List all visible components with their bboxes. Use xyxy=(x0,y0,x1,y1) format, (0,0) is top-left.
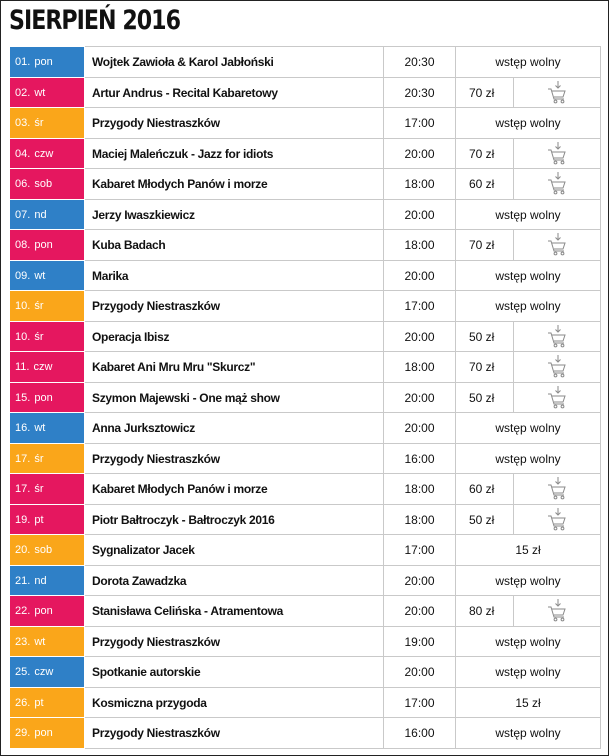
event-time: 17:00 xyxy=(384,108,456,139)
shopping-cart-icon[interactable] xyxy=(547,385,567,412)
table-row xyxy=(10,474,601,505)
table-row xyxy=(10,108,601,139)
day-number: 17. xyxy=(15,452,31,465)
day-cell xyxy=(10,505,85,535)
weekday: wt xyxy=(34,269,46,282)
table-row xyxy=(10,322,601,352)
event-price: wstęp wolny xyxy=(456,718,601,749)
event-time: 20:00 xyxy=(384,261,456,291)
shopping-cart-icon[interactable] xyxy=(547,232,567,259)
shopping-cart-icon[interactable] xyxy=(547,141,567,168)
weekday: czw xyxy=(34,147,54,160)
weekday: nd xyxy=(34,574,47,587)
event-time: 20:30 xyxy=(384,47,456,78)
event-title: Piotr Bałtroczyk - Bałtroczyk 2016 xyxy=(85,505,384,535)
event-price: wstęp wolny xyxy=(456,47,601,78)
event-price: 60 zł xyxy=(456,169,514,200)
buy-ticket-button[interactable] xyxy=(514,139,601,169)
table-row xyxy=(10,291,601,322)
day-number: 20. xyxy=(15,544,31,556)
event-price: 50 zł xyxy=(456,383,514,413)
day-number: 25. xyxy=(15,666,31,678)
day-number: 23. xyxy=(15,635,31,648)
day-cell xyxy=(10,352,85,383)
event-title: Artur Andrus - Recital Kabaretowy xyxy=(85,78,384,108)
event-time: 20:00 xyxy=(384,322,456,352)
event-time: 20:00 xyxy=(384,566,456,596)
day-cell xyxy=(10,108,85,139)
shopping-cart-icon[interactable] xyxy=(547,476,567,503)
table-row xyxy=(10,230,601,261)
weekday: pon xyxy=(34,391,53,404)
buy-ticket-button[interactable] xyxy=(514,78,601,108)
weekday: sob xyxy=(34,178,53,190)
day-cell xyxy=(10,261,85,291)
table-row xyxy=(10,596,601,627)
table-row xyxy=(10,718,601,749)
day-number: 22. xyxy=(15,605,31,617)
shopping-cart-icon[interactable] xyxy=(547,598,567,625)
event-price: wstęp wolny xyxy=(456,566,601,596)
day-number: 04. xyxy=(15,147,31,160)
day-number: 15. xyxy=(15,391,31,404)
weekday: śr xyxy=(34,300,44,312)
shopping-cart-icon[interactable] xyxy=(547,324,567,351)
table-row xyxy=(10,505,601,535)
day-number: 08. xyxy=(15,239,31,251)
day-cell xyxy=(10,566,85,596)
day-number: 06. xyxy=(15,178,31,190)
buy-ticket-button[interactable] xyxy=(514,322,601,352)
shopping-cart-icon[interactable] xyxy=(547,354,567,381)
day-number: 11. xyxy=(15,361,30,373)
weekday: nd xyxy=(34,208,47,221)
schedule-table xyxy=(9,46,601,749)
shopping-cart-icon[interactable] xyxy=(547,80,567,107)
table-row xyxy=(10,261,601,291)
event-price: wstęp wolny xyxy=(456,200,601,230)
table-row xyxy=(10,169,601,200)
buy-ticket-button[interactable] xyxy=(514,505,601,535)
event-price: 50 zł xyxy=(456,322,514,352)
day-cell xyxy=(10,383,85,413)
table-row xyxy=(10,688,601,718)
event-title: Dorota Zawadzka xyxy=(85,566,384,596)
event-price: 50 zł xyxy=(456,505,514,535)
event-price: 70 zł xyxy=(456,139,514,169)
event-time: 20:00 xyxy=(384,596,456,627)
day-cell xyxy=(10,78,85,108)
weekday: śr xyxy=(34,452,44,465)
event-price: 15 zł xyxy=(456,535,601,566)
event-price: wstęp wolny xyxy=(456,444,601,474)
event-price: wstęp wolny xyxy=(456,627,601,657)
event-title: Kosmiczna przygoda xyxy=(85,688,384,718)
weekday: wt xyxy=(34,86,46,99)
shopping-cart-icon[interactable] xyxy=(547,507,567,534)
shopping-cart-icon[interactable] xyxy=(547,171,567,198)
day-number: 01. xyxy=(15,56,31,68)
day-cell xyxy=(10,535,85,566)
event-time: 20:00 xyxy=(384,383,456,413)
weekday: pon xyxy=(34,605,53,617)
table-row xyxy=(10,535,601,566)
buy-ticket-button[interactable] xyxy=(514,230,601,261)
weekday: czw xyxy=(34,666,54,678)
event-price: wstęp wolny xyxy=(456,291,601,322)
event-title: Jerzy Iwaszkiewicz xyxy=(85,200,384,230)
event-time: 18:00 xyxy=(384,474,456,505)
table-row xyxy=(10,200,601,230)
event-price: wstęp wolny xyxy=(456,108,601,139)
day-number: 29. xyxy=(15,727,31,739)
table-row xyxy=(10,383,601,413)
day-number: 07. xyxy=(15,208,31,221)
day-cell xyxy=(10,169,85,200)
page-title: SIERPIEŃ 2016 xyxy=(9,5,181,36)
day-cell xyxy=(10,596,85,627)
table-row xyxy=(10,444,601,474)
event-title: Anna Jurksztowicz xyxy=(85,413,384,444)
buy-ticket-button[interactable] xyxy=(514,352,601,383)
event-title: Szymon Majewski - One mąż show xyxy=(85,383,384,413)
event-title: Kabaret Młodych Panów i morze xyxy=(85,169,384,200)
event-time: 18:00 xyxy=(384,230,456,261)
day-number: 19. xyxy=(15,513,31,526)
event-time: 17:00 xyxy=(384,688,456,718)
day-number: 03. xyxy=(15,117,31,129)
event-time: 19:00 xyxy=(384,627,456,657)
event-time: 20:00 xyxy=(384,200,456,230)
day-cell xyxy=(10,657,85,688)
event-time: 18:00 xyxy=(384,352,456,383)
table-row xyxy=(10,352,601,383)
day-cell xyxy=(10,718,85,749)
day-number: 10. xyxy=(15,330,31,343)
weekday: śr xyxy=(34,117,44,129)
day-cell xyxy=(10,47,85,78)
day-cell xyxy=(10,444,85,474)
weekday: wt xyxy=(34,635,46,648)
weekday: pt xyxy=(34,513,44,526)
buy-ticket-button[interactable] xyxy=(514,383,601,413)
day-number: 17. xyxy=(15,483,31,495)
event-time: 18:00 xyxy=(384,505,456,535)
day-cell xyxy=(10,627,85,657)
weekday: pon xyxy=(34,727,53,739)
weekday: wt xyxy=(34,422,46,434)
event-time: 20:00 xyxy=(384,139,456,169)
event-time: 20:00 xyxy=(384,657,456,688)
event-title: Spotkanie autorskie xyxy=(85,657,384,688)
event-time: 20:00 xyxy=(384,413,456,444)
weekday: czw xyxy=(33,361,53,373)
table-row xyxy=(10,47,601,78)
weekday: pon xyxy=(34,239,53,251)
event-price: wstęp wolny xyxy=(456,413,601,444)
buy-ticket-button[interactable] xyxy=(514,596,601,627)
day-cell xyxy=(10,474,85,505)
event-title: Maciej Maleńczuk - Jazz for idiots xyxy=(85,139,384,169)
event-title: Kuba Badach xyxy=(85,230,384,261)
day-cell xyxy=(10,413,85,444)
event-title: Operacja Ibisz xyxy=(85,322,384,352)
buy-ticket-button[interactable] xyxy=(514,169,601,200)
table-row xyxy=(10,139,601,169)
event-time: 18:00 xyxy=(384,169,456,200)
event-price: 70 zł xyxy=(456,230,514,261)
event-title: Przygody Niestraszków xyxy=(85,718,384,749)
day-number: 09. xyxy=(15,269,31,282)
event-price: 70 zł xyxy=(456,78,514,108)
event-title: Stanisława Celińska - Atramentowa xyxy=(85,596,384,627)
day-cell xyxy=(10,200,85,230)
day-cell xyxy=(10,139,85,169)
day-number: 10. xyxy=(15,300,31,312)
table-row xyxy=(10,657,601,688)
event-title: Przygody Niestraszków xyxy=(85,627,384,657)
event-price: 60 zł xyxy=(456,474,514,505)
table-row xyxy=(10,78,601,108)
event-title: Sygnalizator Jacek xyxy=(85,535,384,566)
event-price: 15 zł xyxy=(456,688,601,718)
event-title: Wojtek Zawioła & Karol Jabłoński xyxy=(85,47,384,78)
day-cell xyxy=(10,230,85,261)
weekday: pt xyxy=(34,696,44,709)
event-title: Przygody Niestraszków xyxy=(85,108,384,139)
weekday: pon xyxy=(34,56,53,68)
event-title: Przygody Niestraszków xyxy=(85,444,384,474)
event-title: Kabaret Ani Mru Mru "Skurcz" xyxy=(85,352,384,383)
day-number: 16. xyxy=(15,422,31,434)
weekday: sob xyxy=(34,544,53,556)
day-number: 26. xyxy=(15,696,31,709)
day-cell xyxy=(10,688,85,718)
buy-ticket-button[interactable] xyxy=(514,474,601,505)
table-row xyxy=(10,627,601,657)
day-number: 21. xyxy=(15,574,31,587)
event-title: Marika xyxy=(85,261,384,291)
event-time: 17:00 xyxy=(384,291,456,322)
event-price: wstęp wolny xyxy=(456,657,601,688)
event-time: 20:30 xyxy=(384,78,456,108)
event-price: wstęp wolny xyxy=(456,261,601,291)
table-row xyxy=(10,413,601,444)
event-time: 16:00 xyxy=(384,444,456,474)
day-cell xyxy=(10,291,85,322)
weekday: śr xyxy=(34,330,44,343)
event-price: 80 zł xyxy=(456,596,514,627)
event-time: 16:00 xyxy=(384,718,456,749)
table-row xyxy=(10,566,601,596)
weekday: śr xyxy=(34,483,44,495)
day-cell xyxy=(10,322,85,352)
event-title: Kabaret Młodych Panów i morze xyxy=(85,474,384,505)
event-price: 70 zł xyxy=(456,352,514,383)
event-time: 17:00 xyxy=(384,535,456,566)
day-number: 02. xyxy=(15,86,31,99)
event-title: Przygody Niestraszków xyxy=(85,291,384,322)
